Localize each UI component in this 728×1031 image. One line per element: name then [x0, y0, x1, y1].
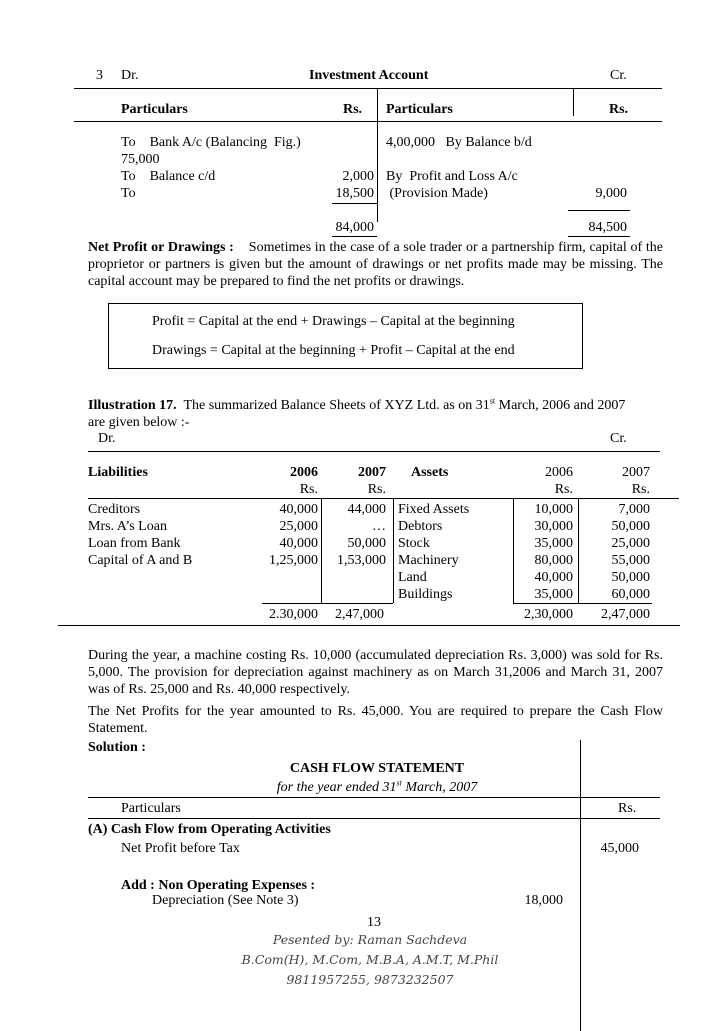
header-particulars-left: Particulars — [121, 102, 188, 117]
bs-cell-liability: Creditors — [88, 502, 141, 517]
header-rs-right: Rs. — [609, 102, 629, 117]
bs-cell-l2007: 44,000 — [347, 502, 386, 517]
cf-subtitle-text: for the year ended 31 — [276, 780, 397, 795]
header-particulars-right: Particulars — [386, 102, 453, 117]
bs-cell-a2007: 55,000 — [611, 553, 650, 568]
bs-total-a2006: 2,30,000 — [524, 607, 573, 622]
bs-header-a2007: 2007 — [622, 465, 650, 480]
bs-cell-a2006: 30,000 — [534, 519, 573, 534]
left-total-rule — [332, 203, 377, 204]
right-entry: (Provision Made) — [386, 186, 488, 201]
footer-line-3: 9811957255, 9873232507 — [286, 972, 454, 987]
cf-depreciation-value: 18,000 — [524, 893, 563, 908]
bs-cell-l2006: 25,000 — [279, 519, 318, 534]
bs-header-l2006: 2006 — [290, 465, 318, 480]
bs-total-l2006: 2.30,000 — [269, 607, 318, 622]
bs-cell-asset: Stock — [398, 536, 430, 551]
left-entry: To Balance c/d — [121, 169, 216, 184]
left-entry: To — [121, 186, 136, 201]
bs-total-a2007: 2,47,000 — [601, 607, 650, 622]
right-entry: 4,00,000 By Balance b/d — [386, 135, 532, 150]
bs-cell-a2007: 50,000 — [611, 519, 650, 534]
bs-bottom-rule — [58, 625, 680, 626]
cf-add-label: Add : Non Operating Expenses : — [121, 878, 316, 893]
account-title: Investment Account — [309, 68, 429, 83]
cf-header-top-rule — [88, 797, 660, 798]
right-entry: By Profit and Loss A/c — [386, 169, 518, 184]
account-right-divider — [573, 88, 574, 116]
bs-cell-l2007: 1,53,000 — [337, 553, 386, 568]
bs-cell-liability: Capital of A and B — [88, 553, 193, 568]
left-total: 84,000 — [335, 220, 374, 235]
account-center-divider — [377, 88, 378, 222]
bs-header-rs: Rs. — [554, 482, 573, 497]
left-amount: 18,500 — [335, 186, 374, 201]
bs-header-rs: Rs. — [631, 482, 650, 497]
bs-header-a2006: 2006 — [545, 465, 573, 480]
bs-cell-liability: Loan from Bank — [88, 536, 181, 551]
bs-header-assets: Assets — [411, 465, 449, 480]
additional-para-2: The Net Profits for the year amounted to Rs. 45,000. You are required to prepare the Cash Flow Statement. — [88, 704, 663, 736]
bs-cell-asset: Land — [398, 570, 427, 585]
header-rs-left: Rs. — [343, 102, 363, 117]
illustration-line-2: are given below :- — [88, 415, 190, 430]
cf-amount-divider — [580, 740, 581, 1031]
bs-cell-l2006: 1,25,000 — [269, 553, 318, 568]
profit-formula: Profit = Capital at the end + Drawings – Capital at the beginning — [152, 314, 515, 329]
bs-cell-asset: Fixed Assets — [398, 502, 470, 517]
page-number: 13 — [367, 915, 381, 930]
bs-cell-a2006: 35,000 — [534, 587, 573, 602]
net-profit-heading: Net Profit or Drawings : — [88, 240, 234, 255]
cf-subtitle — [262, 779, 492, 796]
bs-cell-a2007: 50,000 — [611, 570, 650, 585]
right-amount: 9,000 — [595, 186, 627, 201]
illustration-text: The summarized Balance Sheets of XYZ Ltd. as on 31 — [183, 398, 490, 413]
right-total-rule — [568, 210, 630, 211]
bs-cell-asset: Buildings — [398, 587, 453, 602]
cf-header-bottom-rule — [88, 818, 660, 819]
bs-cell-a2007: 60,000 — [611, 587, 650, 602]
cr-label: Cr. — [610, 68, 627, 83]
left-entry: To Bank A/c (Balancing Fig.) — [121, 135, 301, 150]
dr-label: Dr. — [121, 68, 139, 83]
bs-divider — [578, 498, 579, 603]
question-number: 3 — [96, 68, 103, 83]
net-profit-text: Sometimes in the case of a sole trader or a partnership firm, capital of the proprietor or partners is given but the amount of drawings or net profits made may be missing. The capital account may be prepared to find the net profits or drawings. — [88, 240, 663, 289]
bs-cell-liability: Mrs. A’s Loan — [88, 519, 167, 534]
bs-cell-a2006: 40,000 — [534, 570, 573, 585]
cf-net-profit-value: 45,000 — [600, 841, 639, 856]
left-entry: 75,000 — [121, 152, 160, 167]
cf-subtitle-after: March, 2007 — [401, 780, 478, 795]
left-amount: 2,000 — [342, 169, 374, 184]
cf-title: CASH FLOW STATEMENT — [289, 761, 465, 776]
bs-cell-l2006: 40,000 — [279, 536, 318, 551]
cf-section-a: (A) Cash Flow from Operating Activities — [88, 822, 331, 837]
presenter-footer — [200, 930, 540, 990]
bs-cell-a2006: 35,000 — [534, 536, 573, 551]
bs-cell-a2007: 7,000 — [618, 502, 650, 517]
bs-total-rule-left — [262, 603, 393, 604]
bs-divider — [393, 498, 394, 603]
footer-line-1: Pesented by: Raman Sachdeva — [272, 932, 468, 947]
drawings-formula: Drawings = Capital at the beginning + Profit – Capital at the end — [152, 343, 515, 358]
right-total-underline — [568, 236, 630, 237]
bs-cell-l2007: 50,000 — [347, 536, 386, 551]
left-total-underline — [332, 236, 377, 237]
right-total: 84,500 — [588, 220, 627, 235]
bs-total-l2007: 2,47,000 — [335, 607, 384, 622]
bs-cell-a2007: 25,000 — [611, 536, 650, 551]
bs-header-rs: Rs. — [367, 482, 386, 497]
bs-cell-l2007: … — [372, 519, 386, 534]
bs-cell-a2006: 10,000 — [534, 502, 573, 517]
bs-header-rule — [88, 498, 679, 499]
additional-para-1: During the year, a machine costing Rs. 10,000 (accumulated depreciation Rs. 3,000) was sold for Rs. 5,000. The provision for depreciation against machinery as on March 31,2006 and March 31, 2007 was of Rs. 25,000 and Rs. 40,000 respectively. — [88, 648, 663, 697]
bs-cell-asset: Machinery — [398, 553, 459, 568]
bs-cell-l2006: 40,000 — [279, 502, 318, 517]
account-header-rule — [74, 121, 662, 122]
bs-header-rs: Rs. — [299, 482, 318, 497]
illustration-text-after: March, 2006 and 2007 — [495, 398, 626, 413]
bs-cell-a2006: 80,000 — [534, 553, 573, 568]
solution-label: Solution : — [88, 740, 146, 755]
bs-header-l2007: 2007 — [358, 465, 386, 480]
illustration-line — [88, 397, 625, 414]
bs-cell-asset: Debtors — [398, 519, 443, 534]
bs-header-liabilities: Liabilities — [88, 465, 148, 480]
bs-dr-label: Dr. — [98, 431, 116, 446]
cf-subtitle-sup: st — [396, 778, 402, 788]
cf-header-rs: Rs. — [618, 801, 637, 816]
illustration-sup: st — [489, 396, 496, 406]
bs-top-rule — [88, 451, 660, 452]
bs-total-rule-right — [513, 603, 652, 604]
bs-cr-label: Cr. — [610, 431, 627, 446]
footer-line-2: B.Com(H), M.Com, M.B.A, A.M.T, M.Phil — [241, 952, 499, 967]
cf-net-profit-label: Net Profit before Tax — [121, 841, 240, 856]
cf-header-particulars: Particulars — [121, 801, 181, 816]
illustration-label: Illustration 17. — [88, 398, 177, 413]
net-profit-paragraph — [88, 239, 663, 290]
cf-depreciation-label: Depreciation (See Note 3) — [152, 893, 299, 908]
